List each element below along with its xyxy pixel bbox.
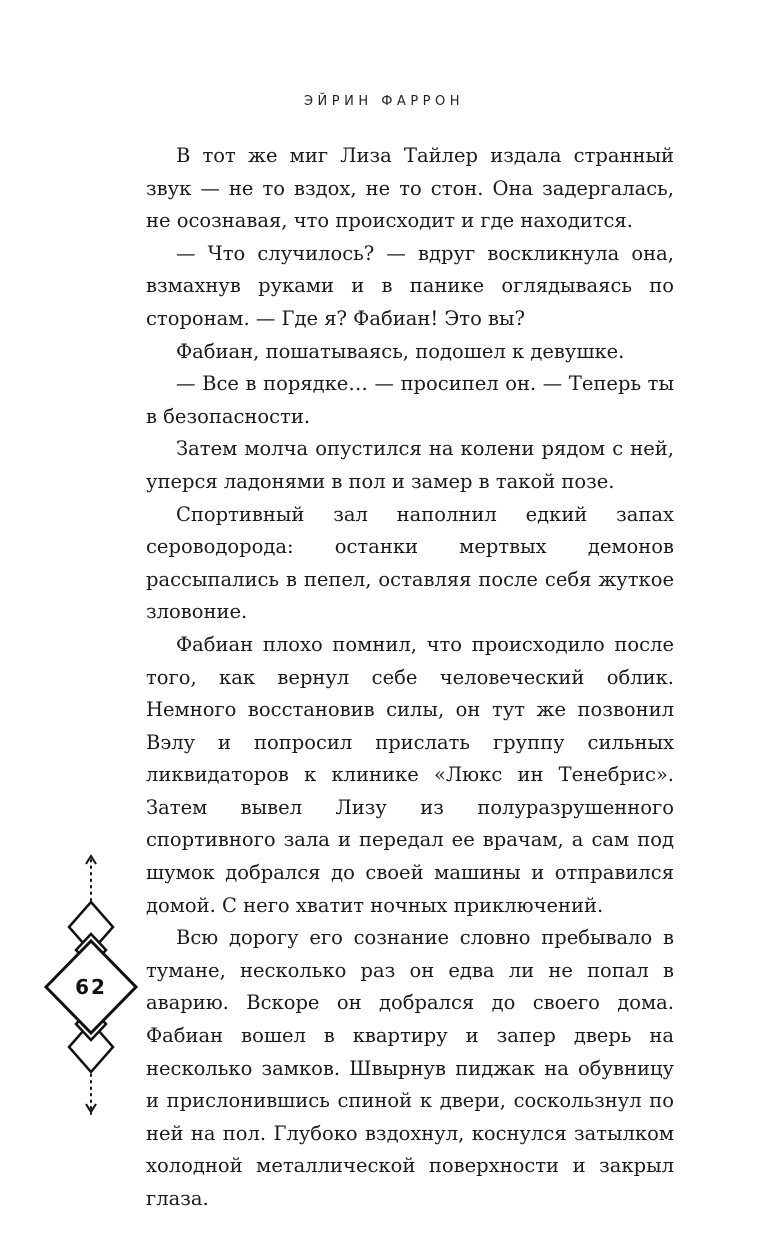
- page-number: 62: [75, 975, 107, 999]
- paragraph-7: Фабиан плохо помнил, что происходило после того, как вернул себе человеческий облик. Немного восстановив силы, он тут же позвонил Вэлу и попросил прислать группу сильных ликвидаторов к клинике «Люкс ин Тенебрис». Затем вывел Лизу из полуразрушенного спортивного зала и передал ее врачам, а сам под шумок добрался до своей машины и отправился домой. С него хватит ночных приключений.: [146, 632, 674, 917]
- paragraph-2: — Что случилось? — вдруг воскликнула она, взмахнув руками и в панике оглядываясь по сторонам. — Где я? Фабиан! Это вы?: [146, 241, 674, 330]
- body-text: [146, 140, 674, 1216]
- paragraph-6: Спортивный зал наполнил едкий запах сероводорода: останки мертвых демонов рассыпались в пепел, оставляя после себя жуткое зловоние.: [146, 502, 674, 624]
- paragraph-3: Фабиан, пошатываясь, подошел к девушке.: [176, 339, 625, 363]
- diamond-ornament-icon: [40, 852, 142, 1122]
- paragraph-8: Всю дорогу его сознание словно пребывало в тумане, несколько раз он едва ли не попал в аварию. Вскоре он добрался до своего дома. Фабиан вошел в квартиру и запер дверь на несколько замков. Швырнув пиджак на обувницу и прислонившись спиной к двери, соскользнул по ней на пол. Глубоко вздохнул, коснулся затылком холодной металлической поверхности и закрыл глаза.: [146, 926, 674, 1210]
- running-head: ЭЙРИН ФАРРОН: [303, 94, 465, 109]
- paragraph-4: — Все в порядке… — просипел он. — Теперь ты в безопасности.: [146, 372, 674, 428]
- paragraph-1: В тот же миг Лиза Тайлер издала странный звук — не то вздох, не то стон. Она задергалась, не осознавая, что происходит и где находится.: [146, 144, 674, 233]
- paragraph-5: Затем молча опустился на колени рядом с ней, уперся ладонями в пол и замер в такой позе.: [146, 437, 674, 493]
